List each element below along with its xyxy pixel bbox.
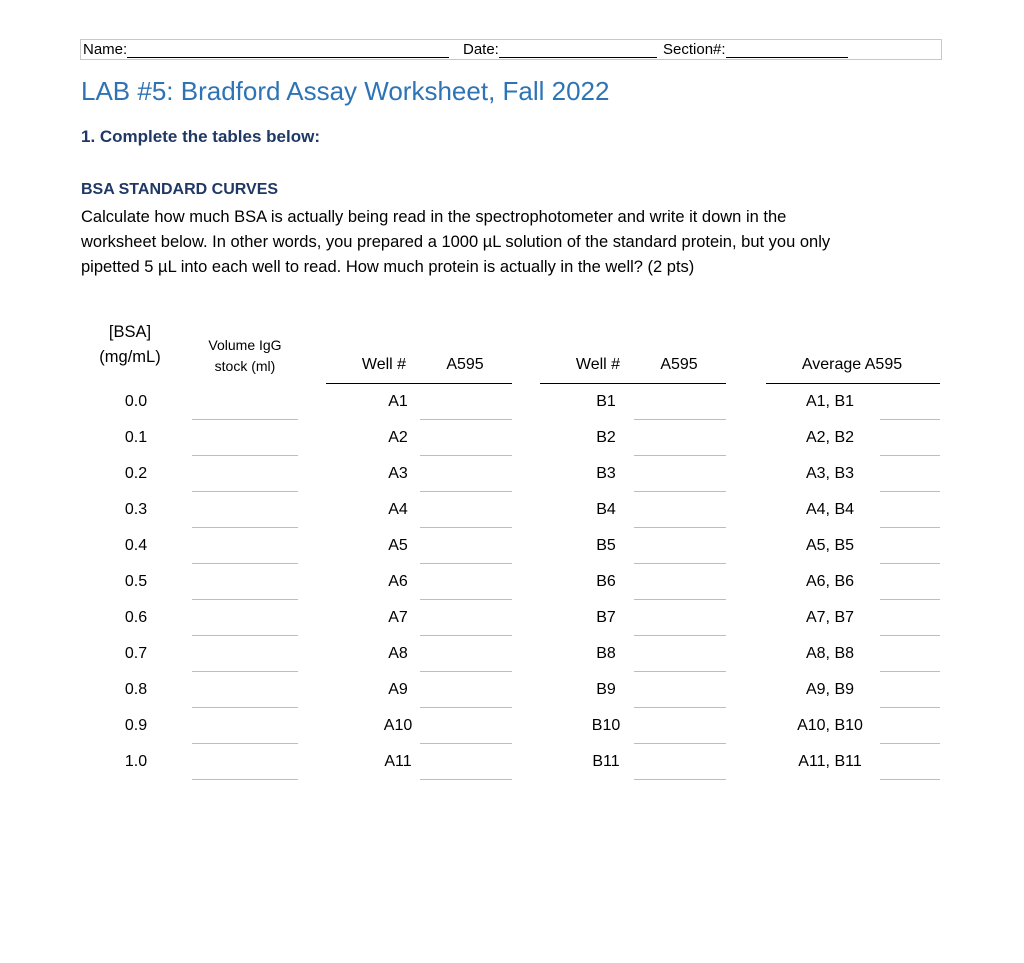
well-b-label: B10 xyxy=(591,717,621,734)
well-a-label: A8 xyxy=(388,645,408,662)
well-b-label: B8 xyxy=(596,645,616,662)
a595-a-blank[interactable] xyxy=(420,635,512,636)
a595-b-blank[interactable] xyxy=(634,779,726,780)
header-box xyxy=(80,39,942,60)
average-blank[interactable] xyxy=(880,455,940,456)
volume-blank[interactable] xyxy=(192,671,298,672)
a595-b-blank[interactable] xyxy=(634,635,726,636)
column-header-a595-a: A595 xyxy=(446,356,484,373)
well-b-label: B5 xyxy=(596,537,616,554)
average-blank[interactable] xyxy=(880,707,940,708)
well-b-label: B6 xyxy=(596,573,616,590)
average-blank[interactable] xyxy=(880,491,940,492)
a595-b-blank[interactable] xyxy=(634,527,726,528)
bsa-value: 0.4 xyxy=(124,537,148,554)
instruction-line: Calculate how much BSA is actually being read in the spectrophotometer and write it down in the xyxy=(81,208,787,226)
average-blank[interactable] xyxy=(880,635,940,636)
well-a-label: A2 xyxy=(388,429,408,446)
average-label: A10, B10 xyxy=(797,717,863,734)
well-a-label: A1 xyxy=(388,393,408,410)
average-blank[interactable] xyxy=(880,599,940,600)
well-b-label: B1 xyxy=(596,393,616,410)
a595-b-blank[interactable] xyxy=(634,563,726,564)
section-label: Section#: xyxy=(663,41,726,58)
volume-blank[interactable] xyxy=(192,707,298,708)
a595-a-blank[interactable] xyxy=(420,527,512,528)
a595-b-blank[interactable] xyxy=(634,671,726,672)
column-header-well-a: Well # xyxy=(361,356,407,373)
instruction-line: worksheet below. In other words, you prepared a 1000 µL solution of the standard protein, but you only xyxy=(81,233,831,251)
name-label: Name: xyxy=(83,41,128,58)
header-rule xyxy=(326,383,512,384)
bsa-value: 1.0 xyxy=(124,753,148,770)
section-input-line[interactable] xyxy=(726,43,848,58)
average-blank[interactable] xyxy=(880,527,940,528)
average-label: A7, B7 xyxy=(805,609,855,626)
bsa-value: 0.7 xyxy=(124,645,148,662)
average-label: A8, B8 xyxy=(805,645,855,662)
column-header-bsa-line2: (mg/mL) xyxy=(99,348,161,366)
well-a-label: A3 xyxy=(388,465,408,482)
date-input-line[interactable] xyxy=(499,43,657,58)
well-b-label: B11 xyxy=(592,753,620,770)
well-a-label: A10 xyxy=(383,717,413,734)
header-rule xyxy=(540,383,726,384)
a595-a-blank[interactable] xyxy=(420,779,512,780)
a595-b-blank[interactable] xyxy=(634,419,726,420)
a595-b-blank[interactable] xyxy=(634,599,726,600)
well-a-label: A4 xyxy=(388,501,408,518)
bsa-value: 0.5 xyxy=(124,573,148,590)
a595-b-blank[interactable] xyxy=(634,743,726,744)
bsa-value: 0.8 xyxy=(124,681,148,698)
volume-blank[interactable] xyxy=(192,563,298,564)
page-title: LAB #5: Bradford Assay Worksheet, Fall 2022 xyxy=(81,76,610,106)
a595-a-blank[interactable] xyxy=(420,419,512,420)
volume-blank[interactable] xyxy=(192,635,298,636)
a595-b-blank[interactable] xyxy=(634,455,726,456)
well-a-label: A7 xyxy=(388,609,408,626)
a595-a-blank[interactable] xyxy=(420,671,512,672)
date-label: Date: xyxy=(463,41,499,58)
volume-blank[interactable] xyxy=(192,599,298,600)
well-b-label: B4 xyxy=(596,501,616,518)
column-header-a595-b: A595 xyxy=(660,356,698,373)
average-label: A1, B1 xyxy=(805,393,855,410)
average-blank[interactable] xyxy=(880,779,940,780)
a595-a-blank[interactable] xyxy=(420,563,512,564)
bsa-value: 0.9 xyxy=(124,717,148,734)
well-a-label: A5 xyxy=(388,537,408,554)
instructions xyxy=(81,205,951,280)
well-b-label: B7 xyxy=(596,609,616,626)
well-b-label: B9 xyxy=(596,681,616,698)
a595-a-blank[interactable] xyxy=(420,743,512,744)
average-blank[interactable] xyxy=(880,419,940,420)
average-label: A5, B5 xyxy=(805,537,855,554)
bsa-value: 0.0 xyxy=(124,393,148,410)
instruction-line: pipetted 5 µL into each well to read. How much protein is actually in the well? (2 pts) xyxy=(81,258,695,276)
column-header-volume-line2: stock (ml) xyxy=(214,358,276,374)
column-header-well-b: Well # xyxy=(575,356,621,373)
volume-blank[interactable] xyxy=(192,455,298,456)
a595-a-blank[interactable] xyxy=(420,707,512,708)
volume-blank[interactable] xyxy=(192,527,298,528)
name-input-line[interactable] xyxy=(127,43,449,58)
volume-blank[interactable] xyxy=(192,491,298,492)
well-b-label: B3 xyxy=(596,465,616,482)
volume-blank[interactable] xyxy=(192,419,298,420)
well-a-label: A9 xyxy=(388,681,408,698)
average-label: A9, B9 xyxy=(805,681,855,698)
bsa-value: 0.6 xyxy=(124,609,148,626)
section-heading: BSA STANDARD CURVES xyxy=(81,181,279,198)
column-header-volume xyxy=(190,335,300,377)
average-label: A4, B4 xyxy=(805,501,855,518)
average-blank[interactable] xyxy=(880,743,940,744)
column-header-bsa-line1: [BSA] xyxy=(108,323,152,341)
volume-blank[interactable] xyxy=(192,779,298,780)
a595-a-blank[interactable] xyxy=(420,491,512,492)
a595-a-blank[interactable] xyxy=(420,455,512,456)
average-label: A2, B2 xyxy=(805,429,855,446)
bsa-value: 0.1 xyxy=(124,429,148,446)
well-b-label: B2 xyxy=(596,429,616,446)
bsa-value: 0.2 xyxy=(124,465,148,482)
average-label: A11, B11 xyxy=(798,753,862,770)
date-field xyxy=(463,41,657,58)
column-header-bsa xyxy=(84,320,176,370)
column-header-average: Average A595 xyxy=(801,356,903,373)
average-blank[interactable] xyxy=(880,563,940,564)
header-rule xyxy=(766,383,940,384)
average-label: A6, B6 xyxy=(805,573,855,590)
name-field xyxy=(83,41,449,58)
average-blank[interactable] xyxy=(880,671,940,672)
question-heading: 1. Complete the tables below: xyxy=(81,127,320,146)
a595-b-blank[interactable] xyxy=(634,707,726,708)
section-field xyxy=(663,41,848,58)
bsa-value: 0.3 xyxy=(124,501,148,518)
average-label: A3, B3 xyxy=(805,465,855,482)
well-a-label: A6 xyxy=(388,573,408,590)
column-header-volume-line1: Volume IgG xyxy=(208,337,282,353)
volume-blank[interactable] xyxy=(192,743,298,744)
a595-b-blank[interactable] xyxy=(634,491,726,492)
well-a-label: A11 xyxy=(384,753,412,770)
a595-a-blank[interactable] xyxy=(420,599,512,600)
